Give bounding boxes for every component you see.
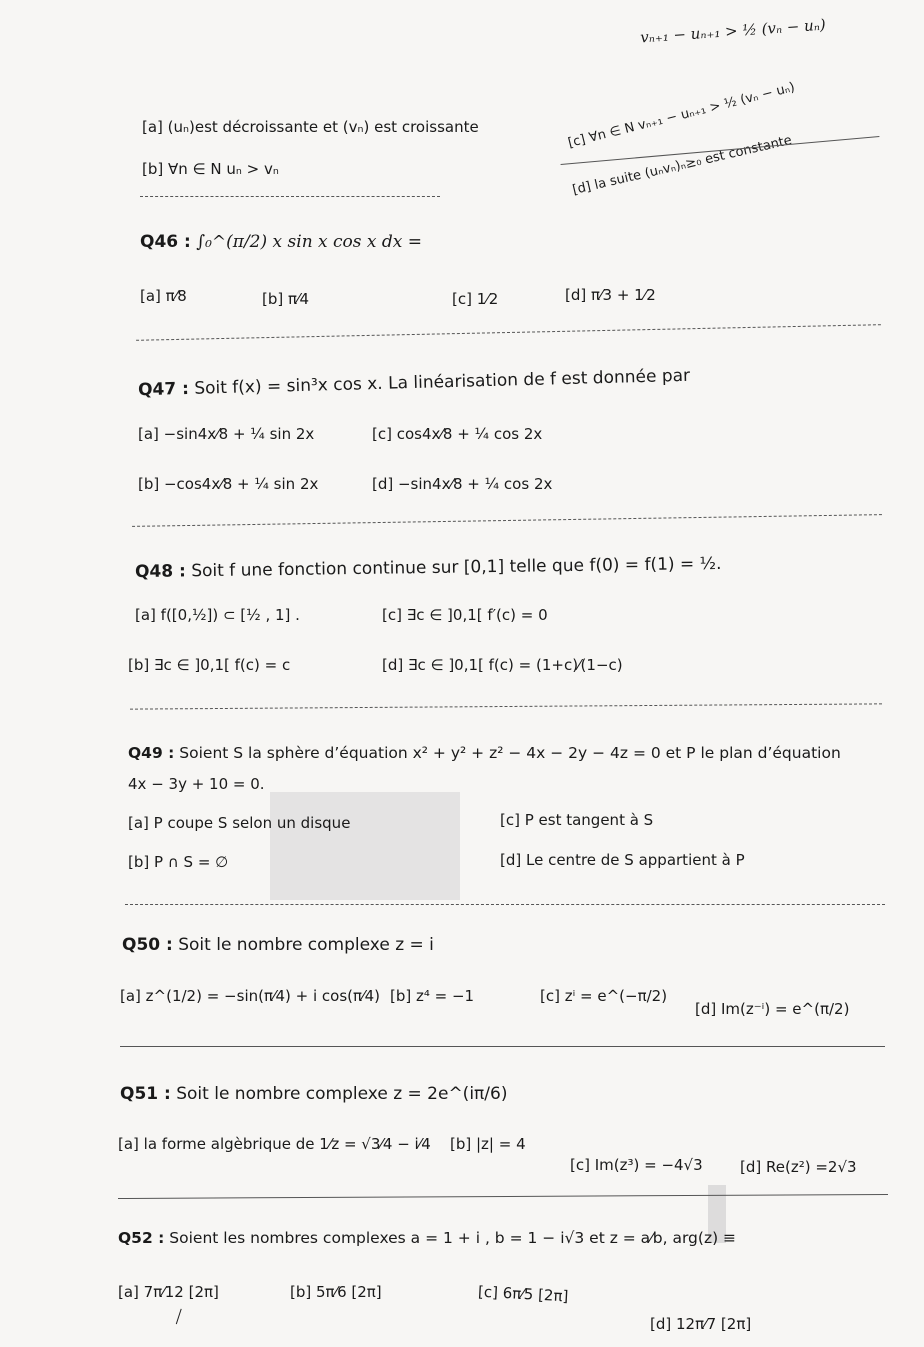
q51-option-c[interactable]: [c] Im(z³) = −4√3 bbox=[570, 1156, 703, 1174]
q52-option-c[interactable]: [c] 6π⁄5 [2π] bbox=[477, 1282, 569, 1306]
q46-option-d[interactable]: [d] π⁄3 + 1⁄2 bbox=[565, 286, 656, 304]
q52-option-b[interactable]: [b] 5π⁄6 [2π] bbox=[290, 1283, 382, 1301]
q49-option-b[interactable]: [b] P ∩ S = ∅ bbox=[128, 853, 229, 871]
q46-option-a[interactable]: [a] π⁄8 bbox=[140, 287, 187, 305]
q46-title: Q46 : ∫₀^(π/2) x sin x cos x dx = bbox=[140, 232, 423, 252]
q49-stem-line2: 4x − 3y + 10 = 0. bbox=[128, 775, 265, 793]
q47-option-b[interactable]: [b] −cos4x⁄8 + ¼ sin 2x bbox=[138, 475, 319, 493]
separator bbox=[136, 324, 881, 341]
q47-option-d[interactable]: [d] −sin4x⁄8 + ¼ cos 2x bbox=[372, 475, 553, 493]
separator bbox=[125, 904, 885, 905]
q50-option-b[interactable]: [b] z⁴ = −1 bbox=[390, 987, 475, 1005]
separator bbox=[118, 1194, 888, 1199]
q45-option-c[interactable]: [c] ∀n ∈ N vₙ₊₁ − uₙ₊₁ > ½ (vₙ − uₙ) bbox=[566, 80, 797, 151]
q48-title: Q48 : Soit f une fonction continue sur [0,1] telle que f(0) = f(1) = ½. bbox=[134, 553, 722, 583]
q48-option-d[interactable]: [d] ∃c ∈ ]0,1[ f(c) = (1+c)⁄(1−c) bbox=[382, 656, 623, 674]
q47-option-a[interactable]: [a] −sin4x⁄8 + ¼ sin 2x bbox=[138, 425, 315, 443]
q50-option-a[interactable]: [a] z^(1/2) = −sin(π⁄4) + i cos(π⁄4) bbox=[120, 987, 380, 1005]
q48-option-a[interactable]: [a] f([0,½]) ⊂ [½ , 1] . bbox=[135, 606, 300, 624]
q45-top-formula: vₙ₊₁ − uₙ₊₁ > ½ (vₙ − uₙ) bbox=[639, 15, 827, 47]
separator bbox=[130, 703, 882, 709]
q52-option-a[interactable]: [a] 7π⁄12 [2π] bbox=[118, 1283, 219, 1301]
q52-option-d[interactable]: [d] 12π⁄7 [2π] bbox=[650, 1315, 752, 1333]
q49-option-c[interactable]: [c] P est tangent à S bbox=[500, 811, 654, 829]
q52-title: Q52 : Soient les nombres complexes a = 1 + i , b = 1 − i√3 et z = a⁄b, arg(z) ≡ bbox=[118, 1229, 737, 1247]
q45-option-a[interactable]: [a] (uₙ)est décroissante et (vₙ) est croissante bbox=[142, 118, 479, 136]
q51-option-d[interactable]: [d] Re(z²) =2√3 bbox=[740, 1158, 857, 1176]
q49-option-a[interactable]: [a] P coupe S selon un disque bbox=[128, 814, 351, 832]
q48-option-b[interactable]: [b] ∃c ∈ ]0,1[ f(c) = c bbox=[128, 656, 291, 674]
q46-option-c[interactable]: [c] 1⁄2 bbox=[452, 290, 499, 308]
q50-option-c[interactable]: [c] zⁱ = e^(−π/2) bbox=[540, 987, 668, 1005]
q49-option-d[interactable]: [d] Le centre de S appartient à P bbox=[500, 851, 745, 869]
scan-shade bbox=[270, 792, 460, 900]
separator bbox=[132, 514, 882, 527]
q46-option-b[interactable]: [b] π⁄4 bbox=[262, 290, 310, 308]
q45-option-b[interactable]: [b] ∀n ∈ N uₙ > vₙ bbox=[142, 160, 279, 178]
q47-option-c[interactable]: [c] cos4x⁄8 + ¼ cos 2x bbox=[372, 425, 543, 443]
q51-title: Q51 : Soit le nombre complexe z = 2e^(iπ/6) bbox=[120, 1084, 508, 1104]
q51-option-a[interactable]: [a] la forme algèbrique de 1⁄z = √3⁄4 − i⁄4 bbox=[118, 1135, 431, 1153]
pen-mark bbox=[176, 1309, 191, 1328]
q49-title: Q49 : Soient S la sphère d’équation x² + y² + z² − 4x − 2y − 4z = 0 et P le plan d’équation bbox=[128, 744, 841, 762]
q50-option-d[interactable]: [d] Im(z⁻ⁱ) = e^(π/2) bbox=[695, 1000, 850, 1018]
q47-title: Q47 : Soit f(x) = sin³x cos x. La linéarisation de f est donnée par bbox=[137, 365, 691, 401]
q51-option-b[interactable]: [b] |z| = 4 bbox=[450, 1135, 526, 1153]
q45-option-d[interactable]: [d] la suite (uₙvₙ)ₙ≥₀ est constante bbox=[571, 132, 794, 199]
separator bbox=[140, 196, 440, 197]
separator bbox=[120, 1046, 885, 1047]
q48-option-c[interactable]: [c] ∃c ∈ ]0,1[ f′(c) = 0 bbox=[382, 606, 548, 624]
q50-title: Q50 : Soit le nombre complexe z = i bbox=[122, 935, 434, 955]
